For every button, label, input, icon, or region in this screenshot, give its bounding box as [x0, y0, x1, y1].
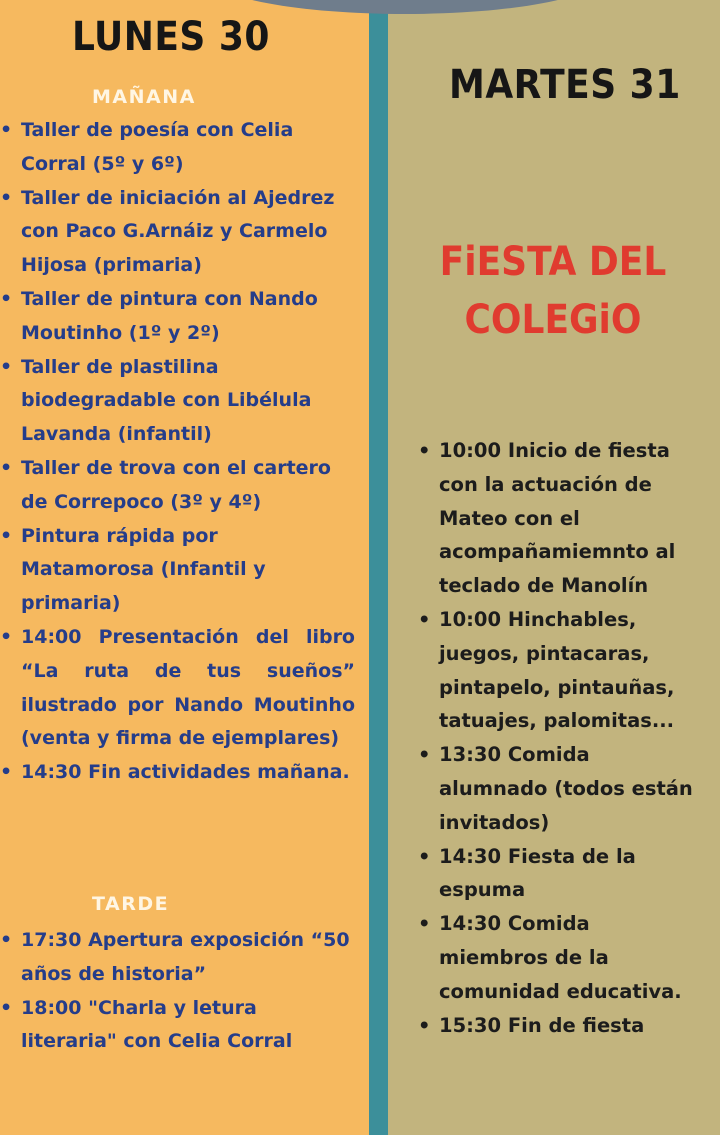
list-item: • 14:00 Presentación del libro “La ruta de tus sueños” ilustrado por Nando Moutinho (venta y firma de ejemplares) — [0, 621, 355, 756]
list-item: • Taller de poesía con Celia Corral (5º y 6º) — [0, 114, 355, 182]
manana-label: MAÑANA — [92, 86, 196, 108]
list-item: • 14:30 Comida miembros de la comunidad educativa. — [418, 907, 700, 1008]
tarde-label: TARDE — [92, 893, 170, 915]
list-item: • 15:30 Fin de fiesta — [418, 1009, 700, 1043]
list-item: • 14:30 Fin actividades mañana. — [0, 756, 355, 790]
lunes-title: LUNES 30 — [72, 14, 270, 60]
list-item: • 13:30 Comida alumnado (todos están invitados) — [418, 738, 700, 839]
list-item: • 14:30 Fiesta de la espuma — [418, 840, 700, 908]
list-item: • 18:00 "Charla y letura literaria" con Celia Corral — [0, 992, 355, 1060]
list-item: • 10:00 Inicio de fiesta con la actuación de Mateo con el acompañamiemnto al teclado de Manolín — [418, 434, 700, 603]
list-item: • 10:00 Hinchables, juegos, pintacaras, pintapelo, pintauñas, tatuajes, palomitas... — [418, 603, 700, 738]
list-item: • Taller de trova con el cartero de Correpoco (3º y 4º) — [0, 452, 355, 520]
fiesta-title: FiESTA DEL COLEGiO — [439, 239, 667, 343]
martes-activity-list — [418, 434, 700, 1042]
martes-title: MARTES 31 — [449, 62, 681, 108]
list-item: • 17:30 Apertura exposición “50 años de historia” — [0, 924, 355, 992]
column-divider — [369, 0, 388, 1135]
manana-activity-list — [0, 114, 355, 790]
list-item: • Taller de plastilina biodegradable con Libélula Lavanda (infantil) — [0, 351, 355, 452]
tarde-activity-list — [0, 924, 355, 1059]
list-item: • Taller de pintura con Nando Moutinho (1º y 2º) — [0, 283, 355, 351]
list-item: • Pintura rápida por Matamorosa (Infantil y primaria) — [0, 520, 355, 621]
list-item: • Taller de iniciación al Ajedrez con Paco G.Arnáiz y Carmelo Hijosa (primaria) — [0, 182, 355, 283]
